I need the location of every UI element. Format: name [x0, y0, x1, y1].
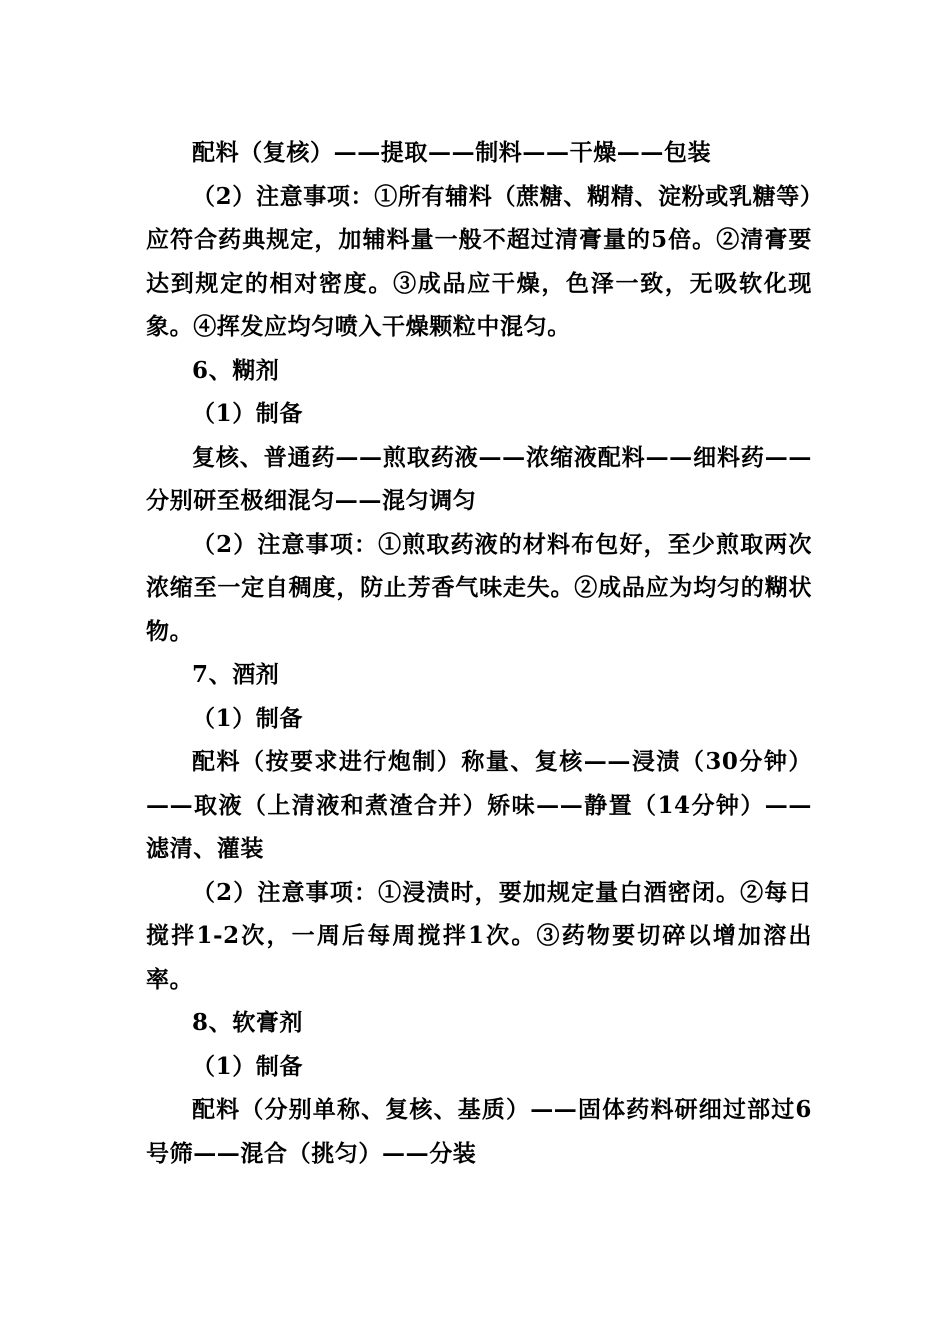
flow-step-line-ointment: 配料（分别单称、复核、基质）——固体药料研细过部过6号筛——混合（挑匀）——分装 — [146, 1096, 812, 1167]
subheading-preparation-paste: （1）制备 — [192, 400, 304, 427]
flow-step-line-granule: 配料（复核）——提取——制料——干燥——包装 — [192, 139, 712, 166]
section-heading-paste: 6、糊剂 — [192, 356, 280, 384]
section-heading-tincture: 7、酒剂 — [192, 661, 280, 688]
subheading-preparation-tincture: （1）制备 — [192, 704, 304, 732]
subheading-preparation-ointment: （1）制备 — [192, 1052, 304, 1080]
precautions-tincture: （2）注意事项：①浸渍时，要加规定量白酒密闭。②每日搅拌1-2次，一周后每周搅拌1次。③药物要切碎以增加溶出率。 — [146, 878, 812, 993]
document-page — [146, 131, 812, 1175]
precautions-paste: （2）注意事项：①煎取药液的材料布包好，至少煎取两次浓缩至一定自稠度，防止芳香气味走失。②成品应为均匀的糊状物。 — [146, 530, 812, 645]
section-heading-ointment: 8、软膏剂 — [192, 1009, 304, 1036]
flow-step-line-paste: 复核、普通药——煎取药液——浓缩液配料——细料药——分别研至极细混匀——混匀调匀 — [146, 443, 812, 514]
flow-step-line-tincture: 配料（按要求进行炮制）称量、复核——浸渍（30分钟）——取液（上清液和煮渣合并）矫味——静置（14分钟）——滤清、灌装 — [146, 748, 812, 862]
precautions-granule: （2）注意事项：①所有辅料（蔗糖、糊精、淀粉或乳糖等）应符合药典规定，加辅料量一般不超过清膏量的5倍。②清膏要达到规定的相对密度。③成品应干燥，色泽一致，无吸软化现象。④挥发应均匀喷入干燥颗粒中混匀。 — [146, 182, 812, 340]
